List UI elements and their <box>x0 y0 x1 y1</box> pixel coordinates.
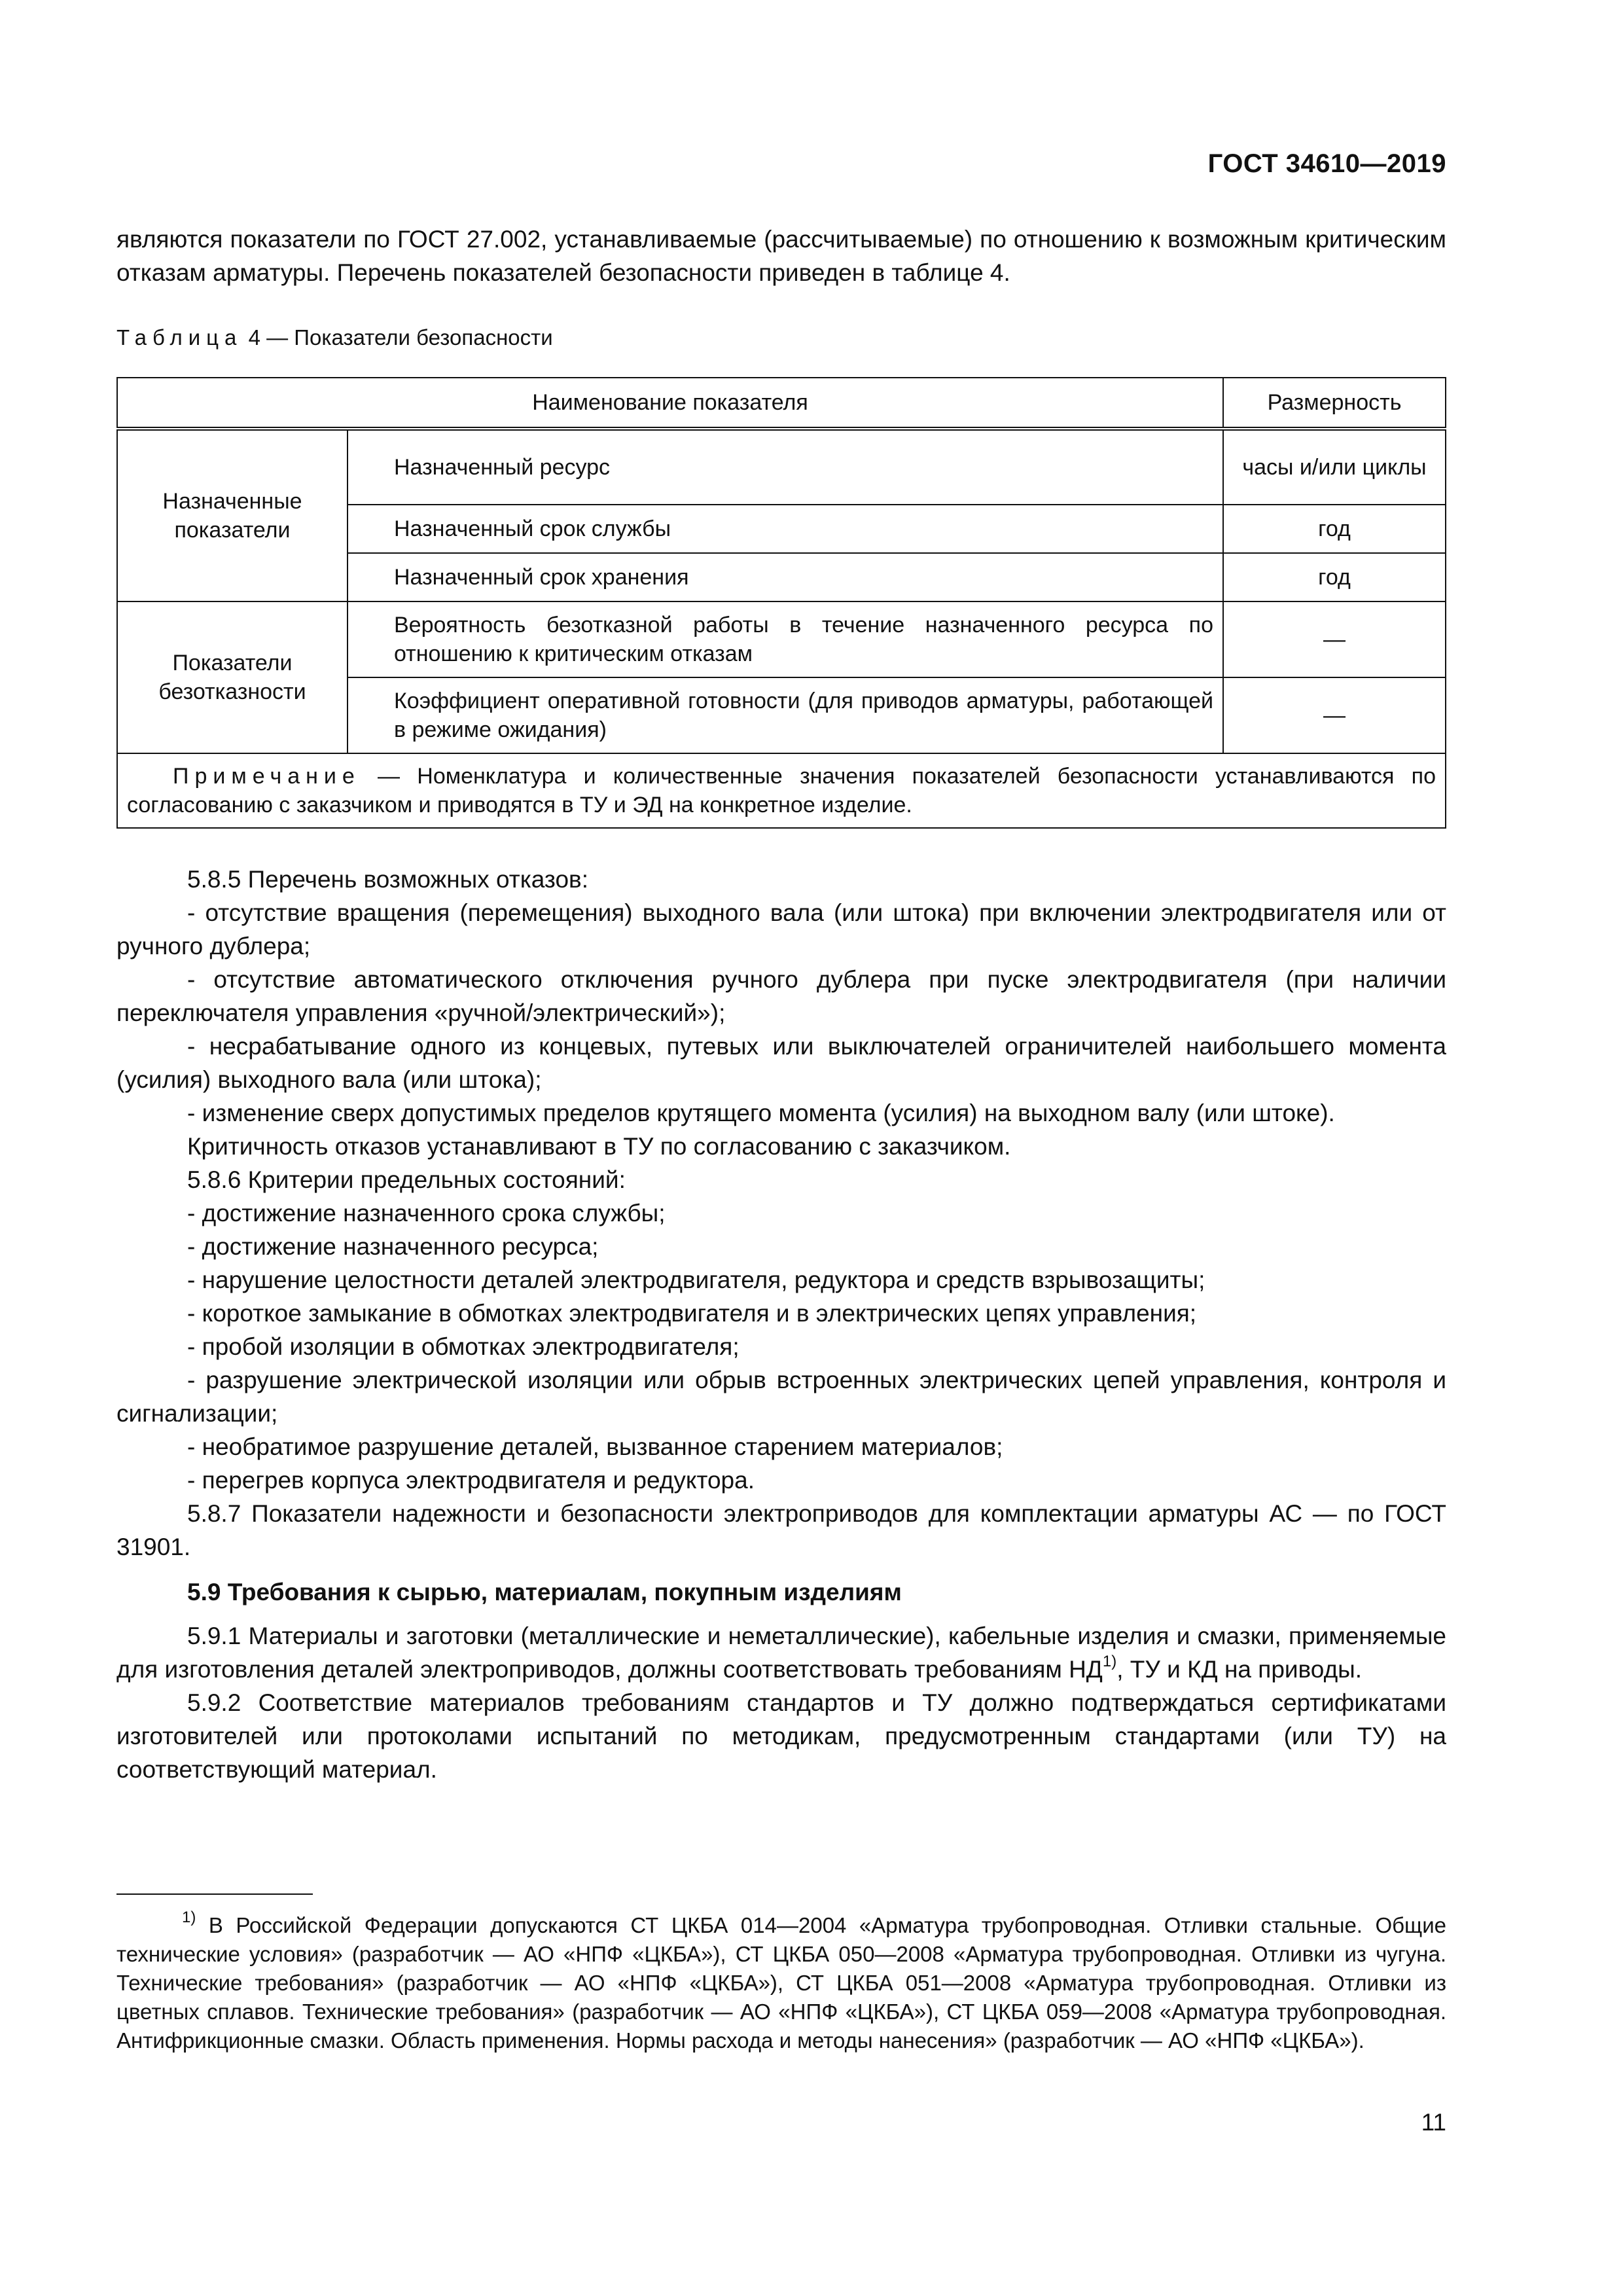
table-note <box>117 753 1446 828</box>
list-item: - несрабатывание одного из концевых, путевых или выключателей ограничителей наибольшего момента (усилия) выходного вала (или штока); <box>116 1033 1446 1093</box>
section-5-9-heading: 5.9 Требования к сырью, материалам, покупным изделиям <box>187 1579 902 1605</box>
page-number: 11 <box>1421 2109 1446 2136</box>
list-item: - изменение сверх допустимых пределов крутящего момента (усилия) на выходном валу (или штоке). <box>187 1100 1335 1126</box>
list-item: - отсутствие вращения (перемещения) выходного вала (или штока) при включении электродвигателя или от ручного дублера; <box>116 899 1446 960</box>
table-note-row <box>117 753 1446 828</box>
list-item: - необратимое разрушение деталей, вызванное старением материалов; <box>187 1433 1003 1460</box>
list-item: - нарушение целостности деталей электродвигателя, редуктора и средств взрывозащиты; <box>187 1266 1205 1293</box>
note-text: — Номенклатура и количественные значения показателей безопасности устанавливаются по согласованию с заказчиком и приводятся в ТУ и ЭД на конкретное изделие. <box>127 764 1436 817</box>
indicator-unit: — <box>1223 677 1446 753</box>
clause-5-9-1-text-a: 5.9.1 Материалы и заготовки (металлические и неметаллические), кабельные изделия и смазки, применяемые для изготовления деталей электроприводов, должны соответствовать требованиям НД <box>116 1623 1446 1683</box>
clause-5-9-2: 5.9.2 Соответствие материалов требованиям стандартов и ТУ должно подтверждаться сертификатами изготовителей или протоколами испытаний по методикам, предусмотренным стандартами (или ТУ) на соответствующий материал. <box>116 1689 1446 1783</box>
indicator-name: Назначенный ресурс <box>348 429 1223 505</box>
list-item: - короткое замыкание в обмотках электродвигателя и в электрических цепях управления; <box>187 1300 1197 1327</box>
footnote-separator <box>116 1893 313 1895</box>
table-header-row <box>117 378 1446 429</box>
indicator-unit: год <box>1223 553 1446 601</box>
col-header-unit: Размерность <box>1223 378 1446 429</box>
footnote <box>116 1911 1446 2055</box>
note-label: Примечание <box>173 764 361 789</box>
indicator-name: Назначенный срок хранения <box>348 553 1223 601</box>
table-caption-label: Таблица <box>116 325 243 350</box>
table-row <box>117 601 1446 677</box>
indicator-name: Коэффициент оперативной готовности (для приводов арматуры, работающей в режиме ожидания) <box>348 677 1223 753</box>
table-caption <box>116 325 553 350</box>
clause-5-9-1 <box>116 1619 1446 1686</box>
document-id-header: ГОСТ 34610—2019 <box>1207 149 1446 178</box>
body-text <box>116 863 1446 1786</box>
table-row <box>117 429 1446 505</box>
intro-paragraph: являются показатели по ГОСТ 27.002, устанавливаемые (рассчитываемые) по отношению к возможным критическим отказам арматуры. Перечень показателей безопасности приведен в таблице 4. <box>116 226 1446 286</box>
list-item: - достижение назначенного ресурса; <box>187 1233 599 1260</box>
list-item: - разрушение электрической изоляции или обрыв встроенных электрических цепей управления, контроля и сигнализации; <box>116 1367 1446 1427</box>
indicator-name: Вероятность безотказной работы в течение назначенного ресурса по отношению к критическим отказам <box>348 601 1223 677</box>
list-item: - пробой изоляции в обмотках электродвигателя; <box>187 1333 740 1360</box>
list-item: - достижение назначенного срока службы; <box>187 1200 666 1227</box>
list-item: - перегрев корпуса электродвигателя и редуктора. <box>187 1467 755 1494</box>
criticality-paragraph: Критичность отказов устанавливают в ТУ по согласованию с заказчиком. <box>187 1133 1011 1160</box>
safety-indicators-table <box>116 377 1446 829</box>
footnote-mark: 1) <box>182 1909 196 1926</box>
col-header-name: Наименование показателя <box>117 378 1223 429</box>
footnote-text: В Российской Федерации допускаются СТ ЦКБА 014—2004 «Арматура трубопроводная. Отливки стальные. Общие технические условия» (разработчик — АО «НПФ «ЦКБА»), СТ ЦКБА 050—2008 «Арматура трубопроводная. Отливки из чугуна. Технические требования» (разработчик — АО «НПФ «ЦКБА»), СТ ЦКБА 051—2008 «Арматура трубопроводная. Отливки из цветных сплавов. Технические требования» (разработчик — АО «НПФ «ЦКБА»), СТ ЦКБА 059—2008 «Арматура трубопроводная. Антифрикционные смазки. Область применения. Нормы расхода и методы нанесения» (разработчик — АО «НПФ «ЦКБА»). <box>116 1913 1446 2053</box>
clause-5-8-6-title: 5.8.6 Критерии предельных состояний: <box>187 1166 626 1193</box>
list-item: - отсутствие автоматического отключения ручного дублера при пуске электродвигателя (при наличии переключателя управления «ручной/электрический»); <box>116 966 1446 1026</box>
group-cell: Показатели безотказности <box>117 601 348 753</box>
clause-5-8-5-title: 5.8.5 Перечень возможных отказов: <box>187 866 588 893</box>
indicator-unit: год <box>1223 505 1446 553</box>
document-page <box>116 0 1446 2296</box>
indicator-unit: — <box>1223 601 1446 677</box>
indicator-unit: часы и/или циклы <box>1223 429 1446 505</box>
clause-5-9-1-text-b: , ТУ и КД на приводы. <box>1116 1656 1363 1683</box>
clause-5-8-7: 5.8.7 Показатели надежности и безопасности электроприводов для комплектации арматуры АС — по ГОСТ 31901. <box>116 1500 1446 1560</box>
group-cell: Назначенные показатели <box>117 429 348 601</box>
indicator-name: Назначенный срок службы <box>348 505 1223 553</box>
footnote-ref: 1) <box>1102 1652 1117 1670</box>
table-caption-title: 4 — Показатели безопасности <box>248 325 553 350</box>
